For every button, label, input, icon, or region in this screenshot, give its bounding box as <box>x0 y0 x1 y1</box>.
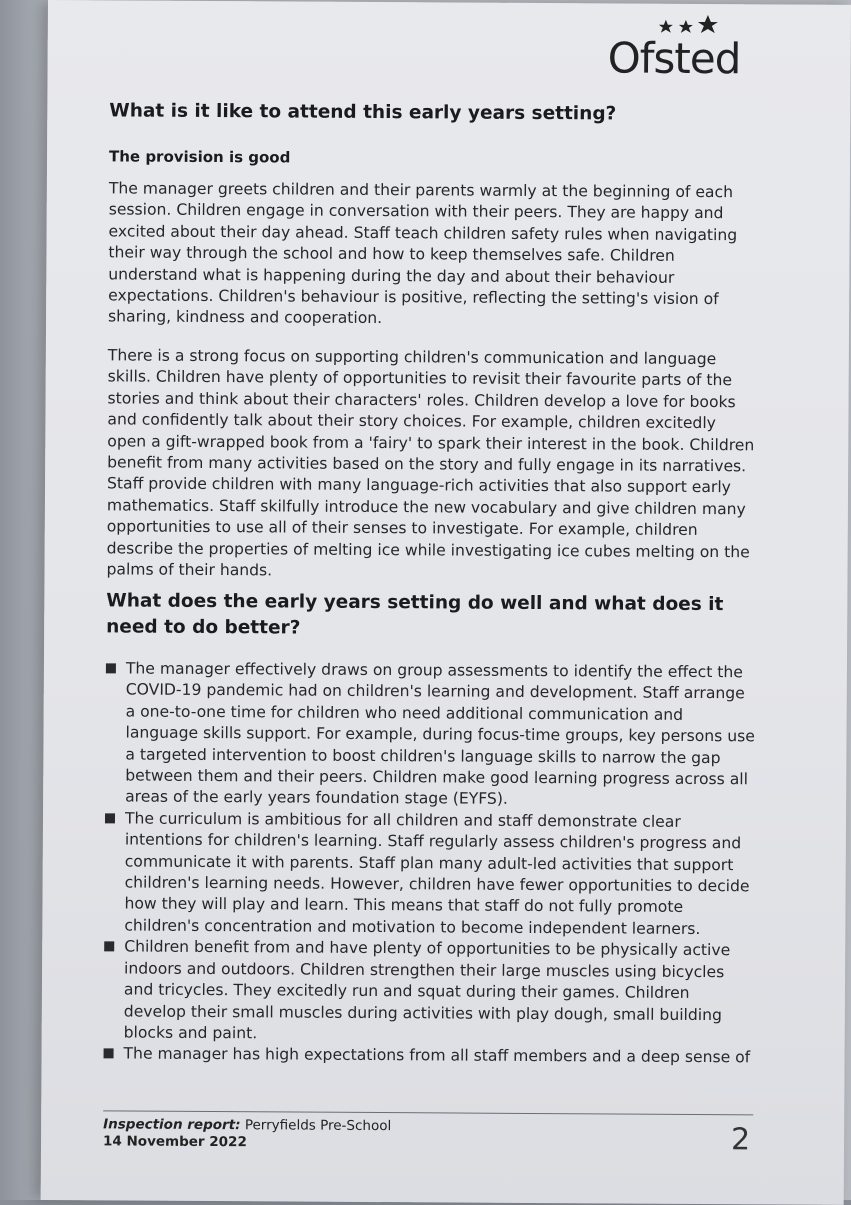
provision-subheading: The provision is good <box>108 147 291 167</box>
list-item <box>105 658 756 812</box>
paragraph-communication: There is a strong focus on supporting children's communication and language skills. Children have plenty of opportunities to revisit their favourite parts of the stories and think about their characters' roles. Children develop a love for books and confidently talk about their story choices. For example, children excitedly open a gift-wrapped book from a 'fairy' to spark their interest in the book. Children benefit from many activities based on the story and fully engage in its narratives. Staff provide children with many language-rich activities that also support early mathematics. Staff skilfully introduce the new vocabulary and give children many opportunities to use all of their senses to investigate. For example, children describe the properties of melting ice while investigating ice cubes melting on the palms of their hands. <box>106 346 755 580</box>
square-bullet-icon <box>104 942 114 952</box>
ofsted-logo <box>608 13 748 84</box>
list-item <box>104 937 755 1048</box>
page-number: 2 <box>730 1122 751 1158</box>
logo-wordmark: Ofsted <box>607 33 741 84</box>
document-page <box>41 0 851 1205</box>
findings-list <box>103 658 755 1069</box>
report-label: Inspection report: <box>103 1116 241 1134</box>
footer-divider <box>103 1110 753 1115</box>
section-heading-attend: What is it like to attend this early years setting? <box>109 100 617 125</box>
square-bullet-icon <box>104 1049 114 1059</box>
list-item-text: Children benefit from and have plenty of opportunities to be physically active indoors and outdoors. Children strengthen their large muscles using bicycles and tricycles. They excitedly run and squat during their games. Children develop their small muscles during activities with play dough, small building blocks and paint. <box>123 937 731 1043</box>
square-bullet-icon <box>106 663 116 673</box>
footer-info <box>103 1116 391 1152</box>
list-item-text: The curriculum is ambitious for all children and staff demonstrate clear intentions for children's learning. Staff regularly assess children's progress and communicate it with parents. Staff plan many adult-led activities that support children's learning needs. However, children have fewer opportunities to decide how they will play and learn. This means that staff do not fully promote children's concentration and motivation to become independent learners. <box>124 809 750 938</box>
report-date: 14 November 2022 <box>102 1133 247 1151</box>
list-item-text: The manager has high expectations from all staff members and a deep sense of <box>123 1044 751 1067</box>
section-heading-do-well: What does the early years setting do well and what does it need to do better? <box>106 590 724 639</box>
paragraph-welcome: The manager greets children and their parents warmly at the beginning of each session. Children engage in conversation with their peers. They are happy and excited about their day ahead. Staff teach children safety rules when navigating their way through the school and how to keep themselves safe. Children understand what is happening during the day and about their behaviour expectations. Children's behaviour is positive, reflecting the setting's vision of sharing, kindness and cooperation. <box>108 179 738 328</box>
list-item <box>103 1044 753 1069</box>
list-item-text: The manager effectively draws on group assessments to identify the effect the COVID-19 pandemic had on children's learning and development. Staff arrange a one-to-one time for children who need additional communication and language skills support. For example, during focus-time groups, key persons use a targeted intervention to boost children's language skills to narrow the gap between them and their peers. Children make good learning progress across all areas of the early years foundation stage (EYFS). <box>125 659 755 809</box>
list-item <box>104 808 755 940</box>
square-bullet-icon <box>105 813 115 823</box>
report-name: Perryfields Pre-School <box>244 1117 392 1135</box>
